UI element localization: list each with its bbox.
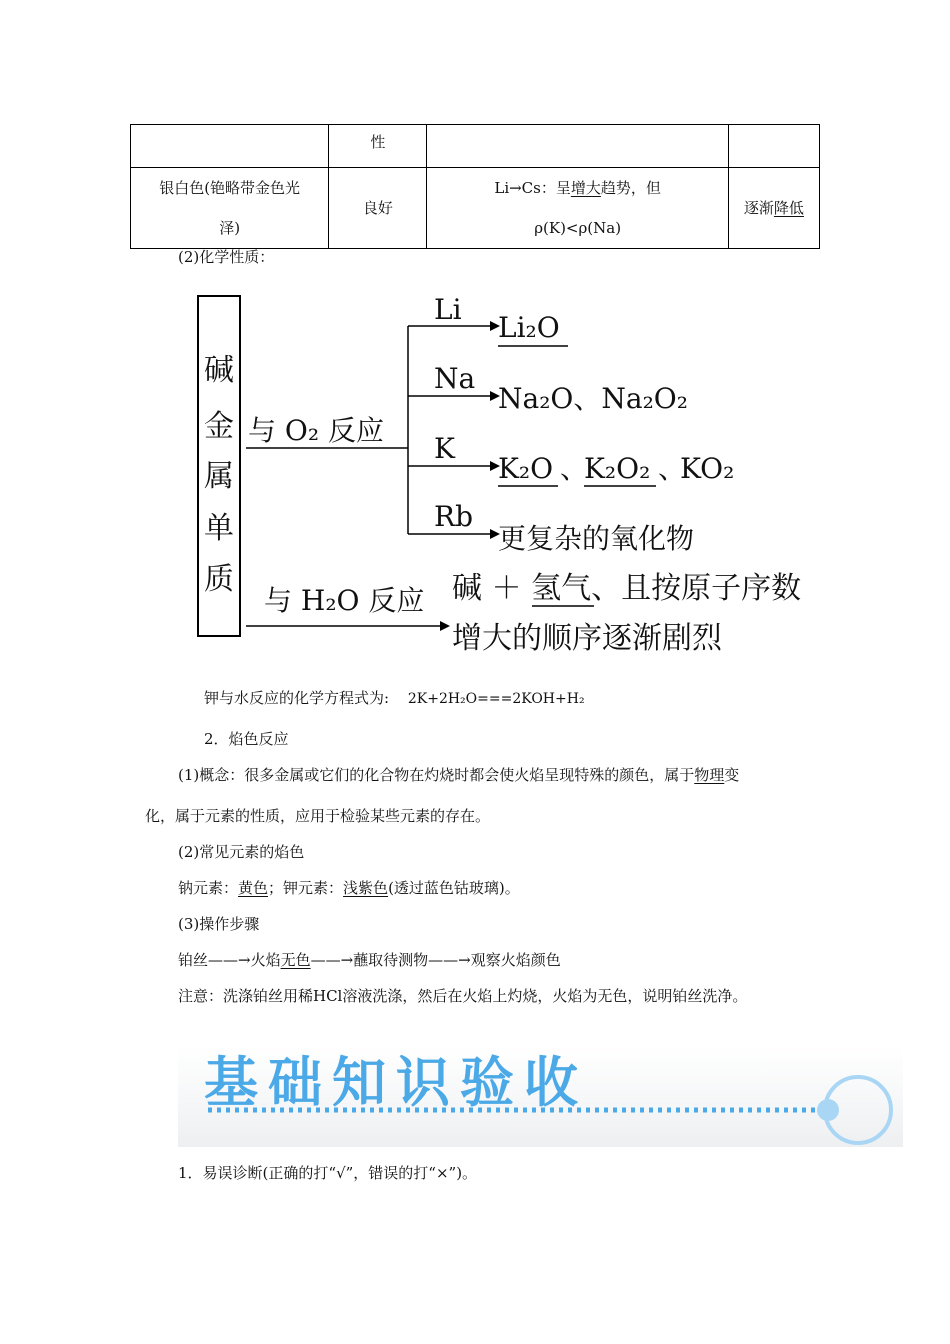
na-color: 黄色 [238, 879, 269, 897]
h2o-reaction-label: 与 H₂O 反应 [264, 584, 425, 617]
table-cell [728, 168, 819, 249]
cell-text: 性 [370, 133, 386, 151]
banner-dot [817, 1099, 839, 1121]
common-colors-heading: (2)常见元素的焰色 [178, 843, 305, 861]
color-line-2: 泽) [219, 219, 241, 237]
box-char: 单 [204, 511, 234, 546]
equation-line [204, 688, 585, 709]
steps-underlined: 无色 [280, 951, 311, 969]
table-cell [131, 168, 329, 249]
product-k-sep1: 、 [560, 452, 589, 485]
o2-reaction-label: 与 O₂ 反应 [248, 414, 384, 447]
concept-post: 变 [724, 766, 740, 784]
table-row [131, 125, 820, 168]
table-row [131, 168, 820, 249]
product-k-b: K₂O₂ [584, 452, 651, 485]
common-colors-line [178, 878, 520, 898]
table-cell [329, 125, 427, 168]
flame-heading: 2．焰色反应 [204, 730, 289, 748]
h2o-result-pre: 碱 ＋ [452, 571, 532, 606]
alkali-reaction-diagram [190, 286, 830, 658]
k-note: (透过蓝色钴玻璃)。 [388, 879, 520, 897]
alkali-properties-table [130, 124, 820, 249]
metal-rb: Rb [434, 500, 474, 533]
box-char: 属 [204, 459, 234, 494]
table-cell [728, 125, 819, 168]
banner-title: 基础知识验收 [204, 1051, 588, 1114]
table-cell [427, 125, 728, 168]
equation-formula: 2K+2H₂O===2KOH+H₂ [407, 691, 585, 707]
density-line-2: ρ(K)<ρ(Na) [534, 219, 622, 237]
box-char: 碱 [204, 353, 234, 388]
h2o-result-post: 、且按原子序数 [591, 571, 802, 606]
flame-note: 注意：洗涤铂丝用稀HCl溶液洗涤，然后在火焰上灼烧，火焰为无色，说明铂丝洗净。 [178, 987, 748, 1005]
product-k-a: K₂O [498, 452, 554, 485]
product-rb: 更复杂的氧化物 [498, 522, 695, 555]
steps-line [178, 950, 561, 970]
conductivity-text: 良好 [362, 199, 393, 217]
metal-na: Na [434, 362, 476, 395]
arrow-head [440, 621, 450, 631]
steps-heading: (3)操作步骤 [178, 915, 260, 933]
density-underlined: 增大 [570, 179, 601, 197]
flame-concept-line-2: 化，属于元素的性质，应用于检验某些元素的存在。 [145, 807, 491, 825]
steps-pre: 铂丝——→火焰 [178, 951, 281, 969]
concept-pre: (1)概念：很多金属或它们的化合物在灼烧时都会使火焰呈现特殊的颜色，属于 [178, 766, 695, 784]
k-label: ；钾元素： [268, 879, 344, 897]
melting-pre: 逐渐 [743, 199, 774, 217]
section-banner [178, 1045, 903, 1147]
banner-decoration [178, 1045, 903, 1147]
box-char: 金 [204, 409, 234, 444]
h2o-result-underlined: 氢气 [531, 571, 592, 606]
metal-li: Li [434, 293, 462, 326]
flame-concept-line-1 [178, 765, 739, 785]
table-cell [131, 125, 329, 168]
h2o-result-line-2: 增大的顺序逐渐剧烈 [452, 621, 722, 656]
na-label: 钠元素： [178, 879, 239, 897]
product-k-sep2: 、 [658, 452, 687, 485]
table-cell [427, 168, 728, 249]
concept-underlined: 物理 [694, 766, 725, 784]
h2o-result-line-1 [452, 571, 801, 606]
k-color: 浅紫色 [343, 879, 389, 897]
quiz-item-1: 1．易误诊断(正确的打“√”，错误的打“×”)。 [178, 1164, 478, 1182]
product-li: Li₂O [498, 311, 560, 344]
steps-post: ——→蘸取待测物——→观察火焰颜色 [310, 951, 561, 969]
density-line-1 [433, 168, 721, 208]
melting-underlined: 降低 [773, 199, 804, 217]
box-char: 质 [204, 562, 234, 597]
metal-k: K [434, 432, 455, 465]
equation-label: 钾与水反应的化学方程式为: [204, 689, 390, 707]
density-post: 趋势，但 [600, 179, 661, 197]
table-cell [329, 168, 427, 249]
product-k-c: KO₂ [680, 452, 735, 485]
color-line-1: 银白色(铯略带金色光 [159, 179, 301, 197]
product-na: Na₂O、Na₂O₂ [498, 382, 688, 415]
chem-props-heading: (2)化学性质： [178, 248, 275, 266]
density-pre: Li→Cs：呈 [494, 179, 571, 197]
